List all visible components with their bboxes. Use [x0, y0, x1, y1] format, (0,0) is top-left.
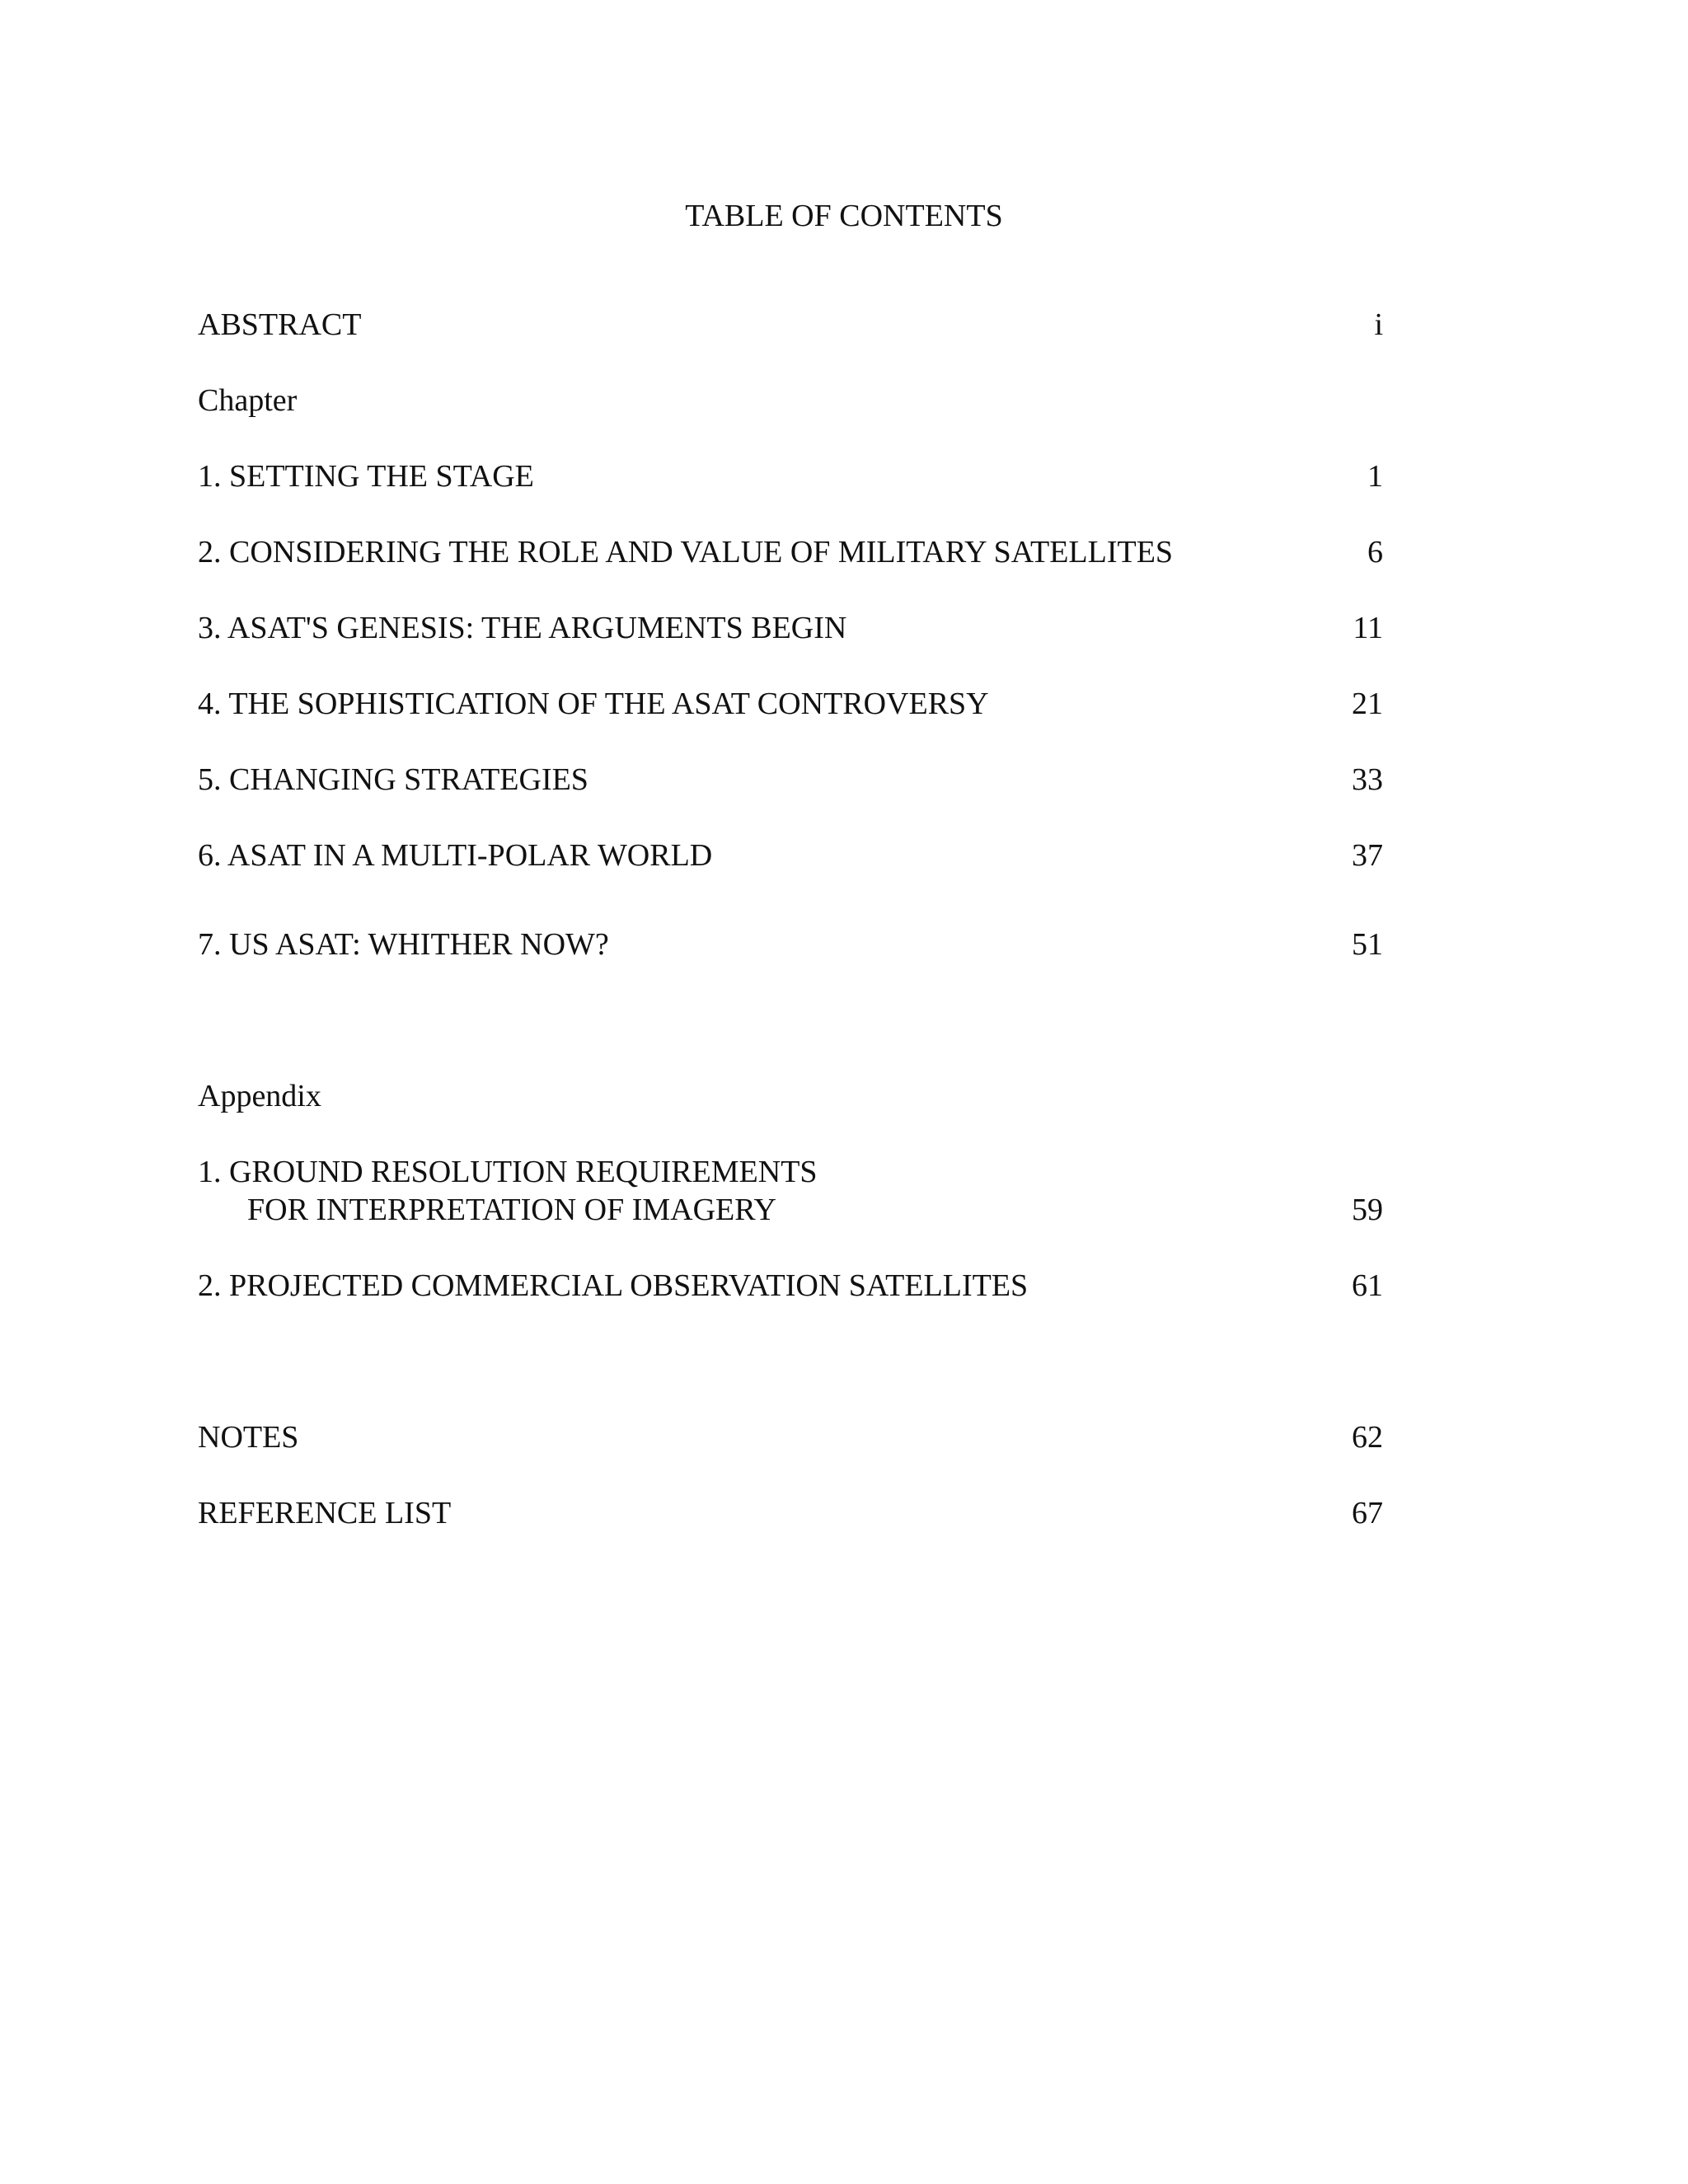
toc-entry-label-line2: FOR INTERPRETATION OF IMAGERY	[247, 1192, 776, 1227]
toc-entry-label-line1: 1. GROUND RESOLUTION REQUIREMENTS	[198, 1155, 818, 1189]
toc-entry-page: 11	[1353, 611, 1383, 645]
toc-entry-label: 6. ASAT IN A MULTI-POLAR WORLD	[198, 838, 713, 873]
toc-entry-page: 21	[1352, 687, 1383, 721]
toc-entry-label: 1. SETTING THE STAGE	[198, 459, 534, 494]
toc-entry-page: 67	[1352, 1496, 1383, 1530]
toc-entry-appendix-2	[198, 1268, 1383, 1305]
toc-entry-page: 33	[1352, 762, 1383, 797]
toc-entry-page: 61	[1352, 1268, 1383, 1303]
toc-entry-label: 3. ASAT'S GENESIS: THE ARGUMENTS BEGIN	[198, 611, 847, 645]
toc-entry-label: NOTES	[198, 1420, 299, 1455]
toc-entry-appendix-1	[198, 1154, 1383, 1229]
toc-entry-references	[198, 1495, 1383, 1533]
toc-entry-label: 2. CONSIDERING THE ROLE AND VALUE OF MILITARY SATELLITES	[198, 535, 1174, 569]
toc-entry-chapter-3	[198, 610, 1383, 648]
toc-entry-page: 6	[1367, 535, 1383, 569]
toc-entry-chapter-7	[198, 926, 1383, 964]
appendix-heading: Appendix	[198, 1079, 321, 1113]
toc-entry-label: 4. THE SOPHISTICATION OF THE ASAT CONTROVERSY	[198, 687, 989, 721]
toc-entry-page: 1	[1367, 459, 1383, 494]
toc-entry-page: 62	[1352, 1420, 1383, 1455]
toc-entry-label	[198, 1154, 818, 1229]
chapter-heading: Chapter	[198, 383, 298, 418]
toc-entry-notes	[198, 1419, 1383, 1457]
toc-entry-page: 37	[1352, 838, 1383, 873]
toc-entry-label: ABSTRACT	[198, 307, 362, 342]
toc-entry-label: 2. PROJECTED COMMERCIAL OBSERVATION SATELLITES	[198, 1268, 1029, 1303]
toc-entry-chapter-6	[198, 837, 1383, 875]
toc-entry-label: 7. US ASAT: WHITHER NOW?	[198, 927, 609, 962]
toc-entry-page: 59	[1352, 1192, 1383, 1227]
toc-entry-label: REFERENCE LIST	[198, 1496, 452, 1530]
toc-entry-chapter-2	[198, 534, 1383, 572]
page-title: TABLE OF CONTENTS	[685, 199, 1003, 233]
toc-entry-page: 51	[1352, 927, 1383, 962]
toc-entry-chapter-5	[198, 762, 1383, 799]
toc-entry-page: i	[1374, 307, 1383, 342]
toc-entry-abstract	[198, 307, 1383, 344]
toc-entry-label: 5. CHANGING STRATEGIES	[198, 762, 588, 797]
toc-entry-chapter-1	[198, 458, 1383, 496]
toc-entry-chapter-4	[198, 686, 1383, 724]
